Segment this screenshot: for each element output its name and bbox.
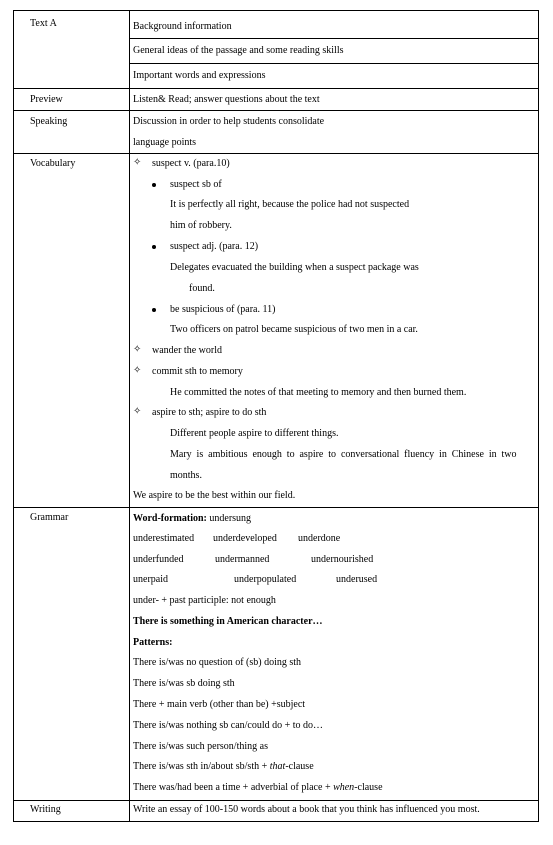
grammar-rule: under- + past participle: not enough xyxy=(133,595,276,606)
pattern-text: There is/was sth in/about sb/sth + xyxy=(133,761,270,772)
pattern-item: There is/was such person/thing as xyxy=(133,741,268,752)
speaking-line: Discussion in order to help students consolidate xyxy=(133,116,325,127)
vocab-entry: suspect v. (para.10) xyxy=(152,158,230,169)
vocab-example: It is perfectly all right, because the police had not suspected xyxy=(170,199,410,210)
bullet-icon xyxy=(152,245,156,249)
writing-text: Write an essay of 100-150 words about a book that you think has influenced you most. xyxy=(133,804,480,815)
bullet-icon xyxy=(152,183,156,187)
preview-text: Listen& Read; answer questions about the text xyxy=(133,94,320,105)
row-divider xyxy=(13,800,539,801)
text-a-item: Background information xyxy=(133,21,232,32)
pattern-item xyxy=(133,783,383,793)
row-label-preview: Preview xyxy=(30,94,63,105)
speaking-line: language points xyxy=(133,137,197,148)
grammar-heading: There is something in American character… xyxy=(133,616,323,627)
vocab-closing: We aspire to be the best within our field. xyxy=(133,490,296,501)
pattern-item: There is/was no question of (sb) doing sth xyxy=(133,657,302,668)
word-item: underfunded xyxy=(133,554,184,565)
diamond-bullet-icon: ✧ xyxy=(133,406,142,417)
row-divider xyxy=(13,88,539,89)
word-item: undernourished xyxy=(311,554,374,565)
vocab-entry: wander the world xyxy=(152,345,222,356)
pattern-item xyxy=(133,762,314,772)
diamond-bullet-icon: ✧ xyxy=(133,365,142,376)
pattern-text: There was/had been a time + adverbial of place + xyxy=(133,782,334,793)
vocab-example: Different people aspire to different things. xyxy=(170,428,339,439)
row-divider xyxy=(13,110,539,111)
pattern-item: There is/was sb doing sth xyxy=(133,678,235,689)
row-divider xyxy=(129,38,539,39)
vocab-example: months. xyxy=(170,470,202,481)
word-formation-line xyxy=(133,514,251,524)
pattern-item: There is/was nothing sb can/could do + to do… xyxy=(133,720,324,731)
word-item: unerpaid xyxy=(133,574,168,585)
vocab-example: Two officers on patrol became suspicious of two men in a car. xyxy=(170,324,418,335)
row-label-speaking: Speaking xyxy=(30,116,68,127)
pattern-emphasis: when xyxy=(333,782,355,793)
table-border-right xyxy=(538,10,539,822)
word-item: undermanned xyxy=(215,554,270,565)
text-a-item: General ideas of the passage and some reading skills xyxy=(133,45,344,56)
table-border-top xyxy=(13,10,539,11)
vocab-example: He committed the notes of that meeting to memory and then burned them. xyxy=(170,387,467,398)
vocab-subentry: suspect adj. (para. 12) xyxy=(170,241,259,252)
word-item: underpopulated xyxy=(234,574,297,585)
vocab-example: Mary is ambitious enough to aspire to conversational fluency in Chinese in two xyxy=(170,449,517,460)
table-border-bottom xyxy=(13,821,539,822)
word-item: underused xyxy=(336,574,378,585)
row-divider xyxy=(129,63,539,64)
vocab-example: him of robbery. xyxy=(170,220,232,231)
row-label-vocabulary: Vocabulary xyxy=(30,158,76,169)
pattern-emphasis: that xyxy=(269,761,286,772)
word-item: underdone xyxy=(298,533,341,544)
table-border-left xyxy=(13,10,14,822)
row-divider xyxy=(13,153,539,154)
patterns-label: Patterns: xyxy=(133,637,173,648)
row-label-text-a: Text A xyxy=(30,18,57,29)
word-formation-label: Word-formation: xyxy=(133,513,207,524)
word-formation-first: undersung xyxy=(209,513,252,524)
row-label-writing: Writing xyxy=(30,804,61,815)
vocab-subentry: be suspicious of (para. 11) xyxy=(170,304,276,315)
pattern-item: There + main verb (other than be) +subject xyxy=(133,699,306,710)
word-item: underestimated xyxy=(133,533,195,544)
vocab-entry: aspire to sth; aspire to do sth xyxy=(152,407,267,418)
row-label-grammar: Grammar xyxy=(30,512,69,523)
text-a-item: Important words and expressions xyxy=(133,70,266,81)
column-divider xyxy=(129,10,130,822)
pattern-text: -clause xyxy=(285,761,314,772)
vocab-subentry: suspect sb of xyxy=(170,179,222,190)
word-item: underdeveloped xyxy=(213,533,277,544)
vocab-entry: commit sth to memory xyxy=(152,366,243,377)
bullet-icon xyxy=(152,308,156,312)
diamond-bullet-icon: ✧ xyxy=(133,344,142,355)
vocab-example: found. xyxy=(189,283,215,294)
row-divider xyxy=(13,507,539,508)
vocab-example: Delegates evacuated the building when a suspect package was xyxy=(170,262,419,273)
pattern-text: -clause xyxy=(354,782,383,793)
diamond-bullet-icon: ✧ xyxy=(133,157,142,168)
